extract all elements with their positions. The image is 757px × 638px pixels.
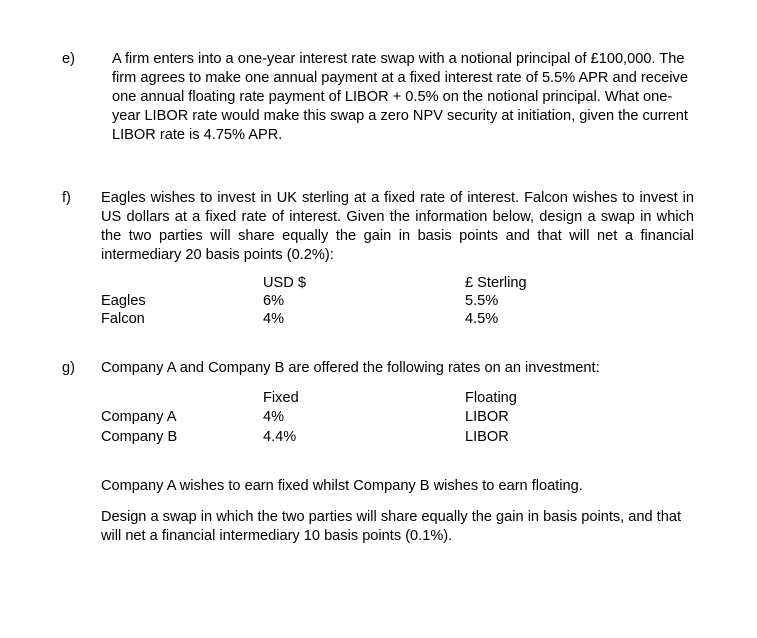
table-g-row-a-name: Company A bbox=[101, 409, 177, 425]
table-g-header-fixed: Fixed bbox=[263, 390, 299, 406]
table-g-row-a-floating: LIBOR bbox=[465, 409, 509, 425]
question-e-label: e) bbox=[62, 51, 75, 67]
table-f-row-falcon-usd: 4% bbox=[263, 311, 285, 327]
table-f-row-eagles-sterling: 5.5% bbox=[465, 293, 499, 309]
question-g-note: Company A wishes to earn fixed whilst Company B wishes to earn floating. bbox=[101, 478, 583, 494]
table-g-row-a-fixed: 4% bbox=[263, 409, 285, 425]
question-f-text: Eagles wishes to invest in UK sterling at a fixed rate of interest. Falcon wishes to invest in US dollars at a fixed rate of interest. Given the information below, design a swap in which the two parties will share equally the gain in basis points and that will net a financial intermediary 20 basis points (0.2%): bbox=[101, 190, 694, 263]
table-f-row-falcon-name: Falcon bbox=[101, 311, 145, 327]
question-g-intro: Company A and Company B are offered the following rates on an investment: bbox=[101, 360, 600, 376]
table-f-row-falcon-sterling: 4.5% bbox=[465, 311, 499, 327]
question-g-task: Design a swap in which the two parties will share equally the gain in basis points, and that will net a financial intermediary 10 basis points (0.1%). bbox=[101, 509, 682, 544]
table-g-row-b-floating: LIBOR bbox=[465, 429, 509, 445]
table-g-row-b-fixed: 4.4% bbox=[263, 429, 297, 445]
question-e-text: A firm enters into a one-year interest rate swap with a notional principal of £100,000. The firm agrees to make one annual payment at a fixed interest rate of 5.5% APR and receive one annual floating rate payment of LIBOR + 0.5% on the notional principal. What one-year LIBOR rate would make this swap a zero NPV security at initiation, given the current LIBOR rate is 4.75% APR. bbox=[112, 51, 688, 143]
table-f-row-eagles-usd: 6% bbox=[263, 293, 285, 309]
table-g-header-floating: Floating bbox=[465, 390, 517, 406]
question-f-label: f) bbox=[62, 190, 71, 206]
table-f-row-eagles-name: Eagles bbox=[101, 293, 146, 309]
table-f-header-sterling: £ Sterling bbox=[465, 275, 527, 291]
table-g-row-b-name: Company B bbox=[101, 429, 178, 445]
question-g-label: g) bbox=[62, 360, 75, 376]
table-f-header-usd: USD $ bbox=[263, 275, 306, 291]
